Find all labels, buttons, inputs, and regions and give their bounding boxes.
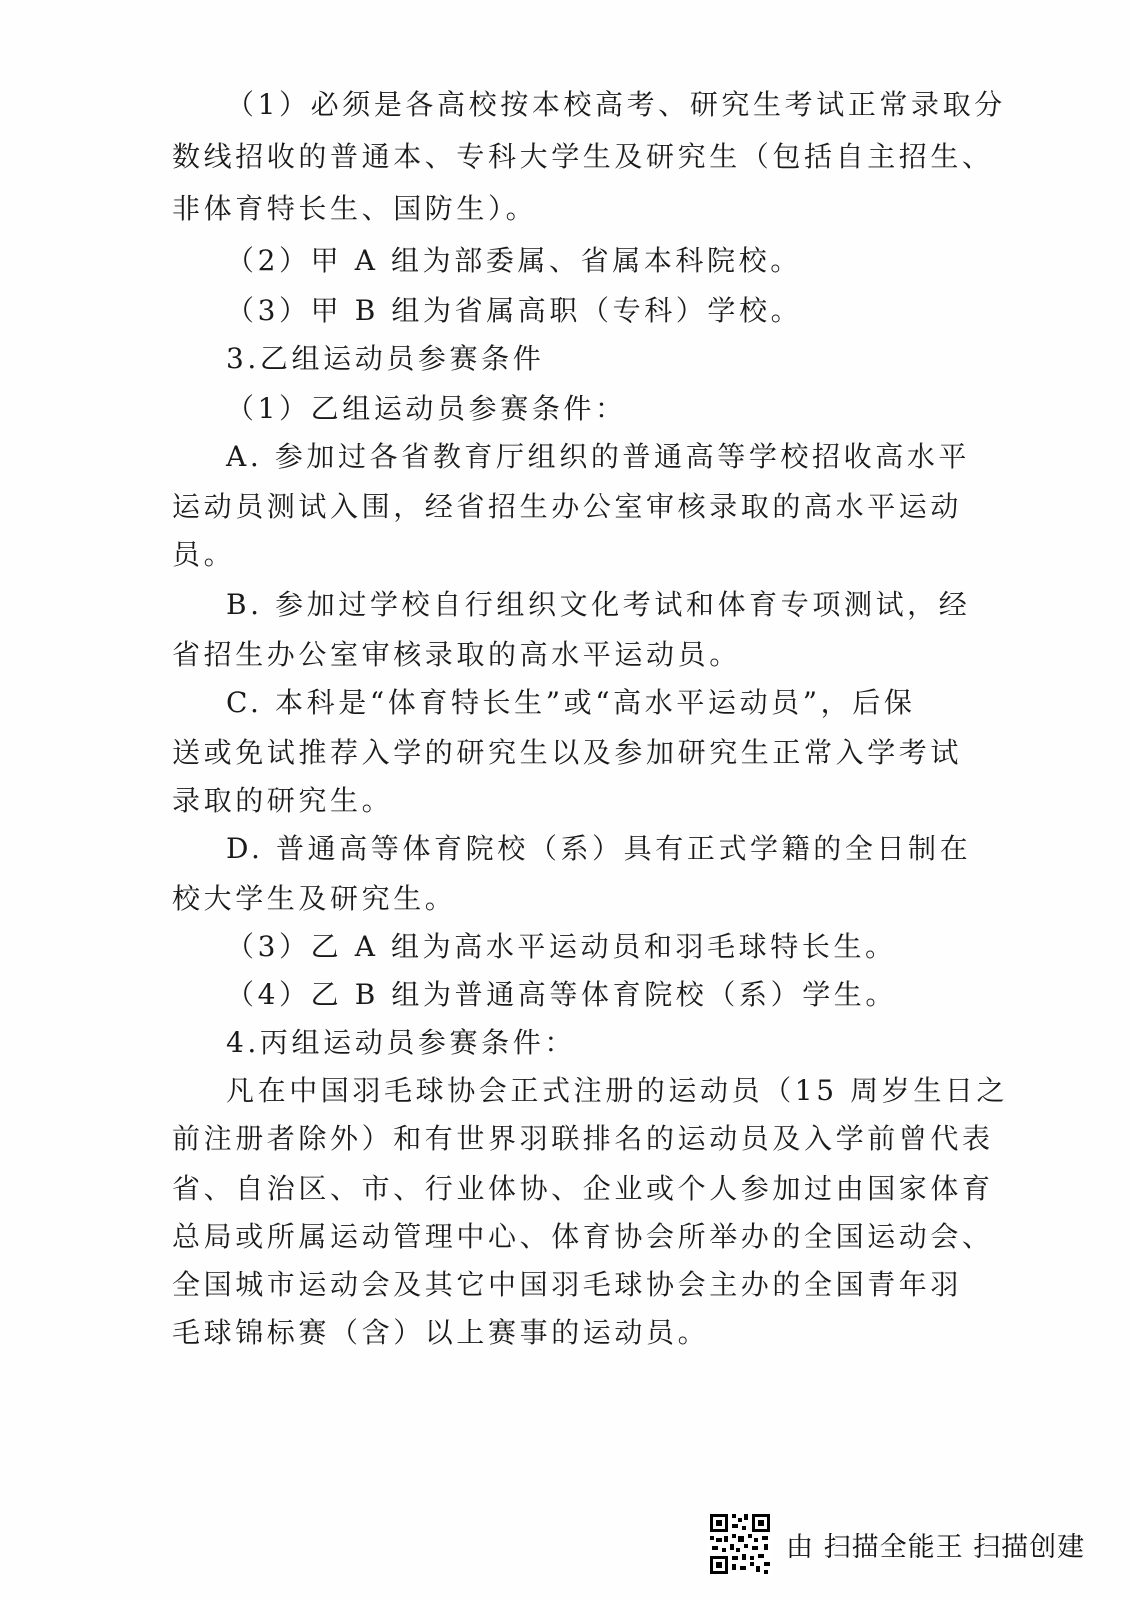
text-line: （3）乙 A 组为高水平运动员和羽毛球特长生。 bbox=[226, 930, 897, 963]
text-line: 数线招收的普通本、专科大学生及研究生（包括自主招生、 bbox=[172, 140, 994, 173]
text-line: 总局或所属运动管理中心、体育协会所举办的全国运动会、 bbox=[172, 1220, 994, 1253]
text-line: C. 本科是“体育特长生”或“高水平运动员”，后保 bbox=[226, 686, 916, 719]
text-line: （2）甲 A 组为部委属、省属本科院校。 bbox=[226, 244, 802, 277]
text-line: 员。 bbox=[172, 538, 236, 571]
text-line: 录取的研究生。 bbox=[172, 784, 394, 817]
text-line: A. 参加过各省教育厅组织的普通高等学校招收高水平 bbox=[226, 440, 971, 473]
text-line: 前注册者除外）和有世界羽联排名的运动员及入学前曾代表 bbox=[172, 1122, 994, 1155]
text-line: （4）乙 B 组为普通高等体育院校（系）学生。 bbox=[226, 978, 897, 1011]
text-line: 毛球锦标赛（含）以上赛事的运动员。 bbox=[172, 1316, 710, 1349]
text-line: 3.乙组运动员参赛条件 bbox=[226, 342, 545, 375]
text-line: （1）必须是各高校按本校高考、研究生考试正常录取分 bbox=[226, 88, 1006, 121]
text-line: 省、自治区、市、行业体协、企业或个人参加过由国家体育 bbox=[172, 1172, 994, 1205]
text-line: 4.丙组运动员参赛条件： bbox=[226, 1026, 576, 1059]
text-line: （3）甲 B 组为省属高职（专科）学校。 bbox=[226, 294, 803, 327]
text-line: 全国城市运动会及其它中国羽毛球协会主办的全国青年羽 bbox=[172, 1268, 963, 1301]
scanner-watermark bbox=[708, 1508, 1108, 1580]
text-line: 省招生办公室审核录取的高水平运动员。 bbox=[172, 638, 741, 671]
text-line: 校大学生及研究生。 bbox=[172, 882, 457, 915]
qr-code-icon bbox=[708, 1512, 772, 1576]
text-line: D. 普通高等体育院校（系）具有正式学籍的全日制在 bbox=[226, 832, 972, 865]
text-line: B. 参加过学校自行组织文化考试和体育专项测试，经 bbox=[226, 588, 971, 621]
watermark-text: 由 扫描全能王 扫描创建 bbox=[786, 1531, 1086, 1563]
text-line: 凡在中国羽毛球协会正式注册的运动员（15 周岁生日之 bbox=[226, 1074, 1009, 1107]
text-line: 运动员测试入围，经省招生办公室审核录取的高水平运动 bbox=[172, 490, 963, 523]
text-line: 非体育特长生、国防生）。 bbox=[172, 192, 538, 225]
text-line: （1）乙组运动员参赛条件： bbox=[226, 392, 627, 425]
text-line: 送或免试推荐入学的研究生以及参加研究生正常入学考试 bbox=[172, 736, 963, 769]
